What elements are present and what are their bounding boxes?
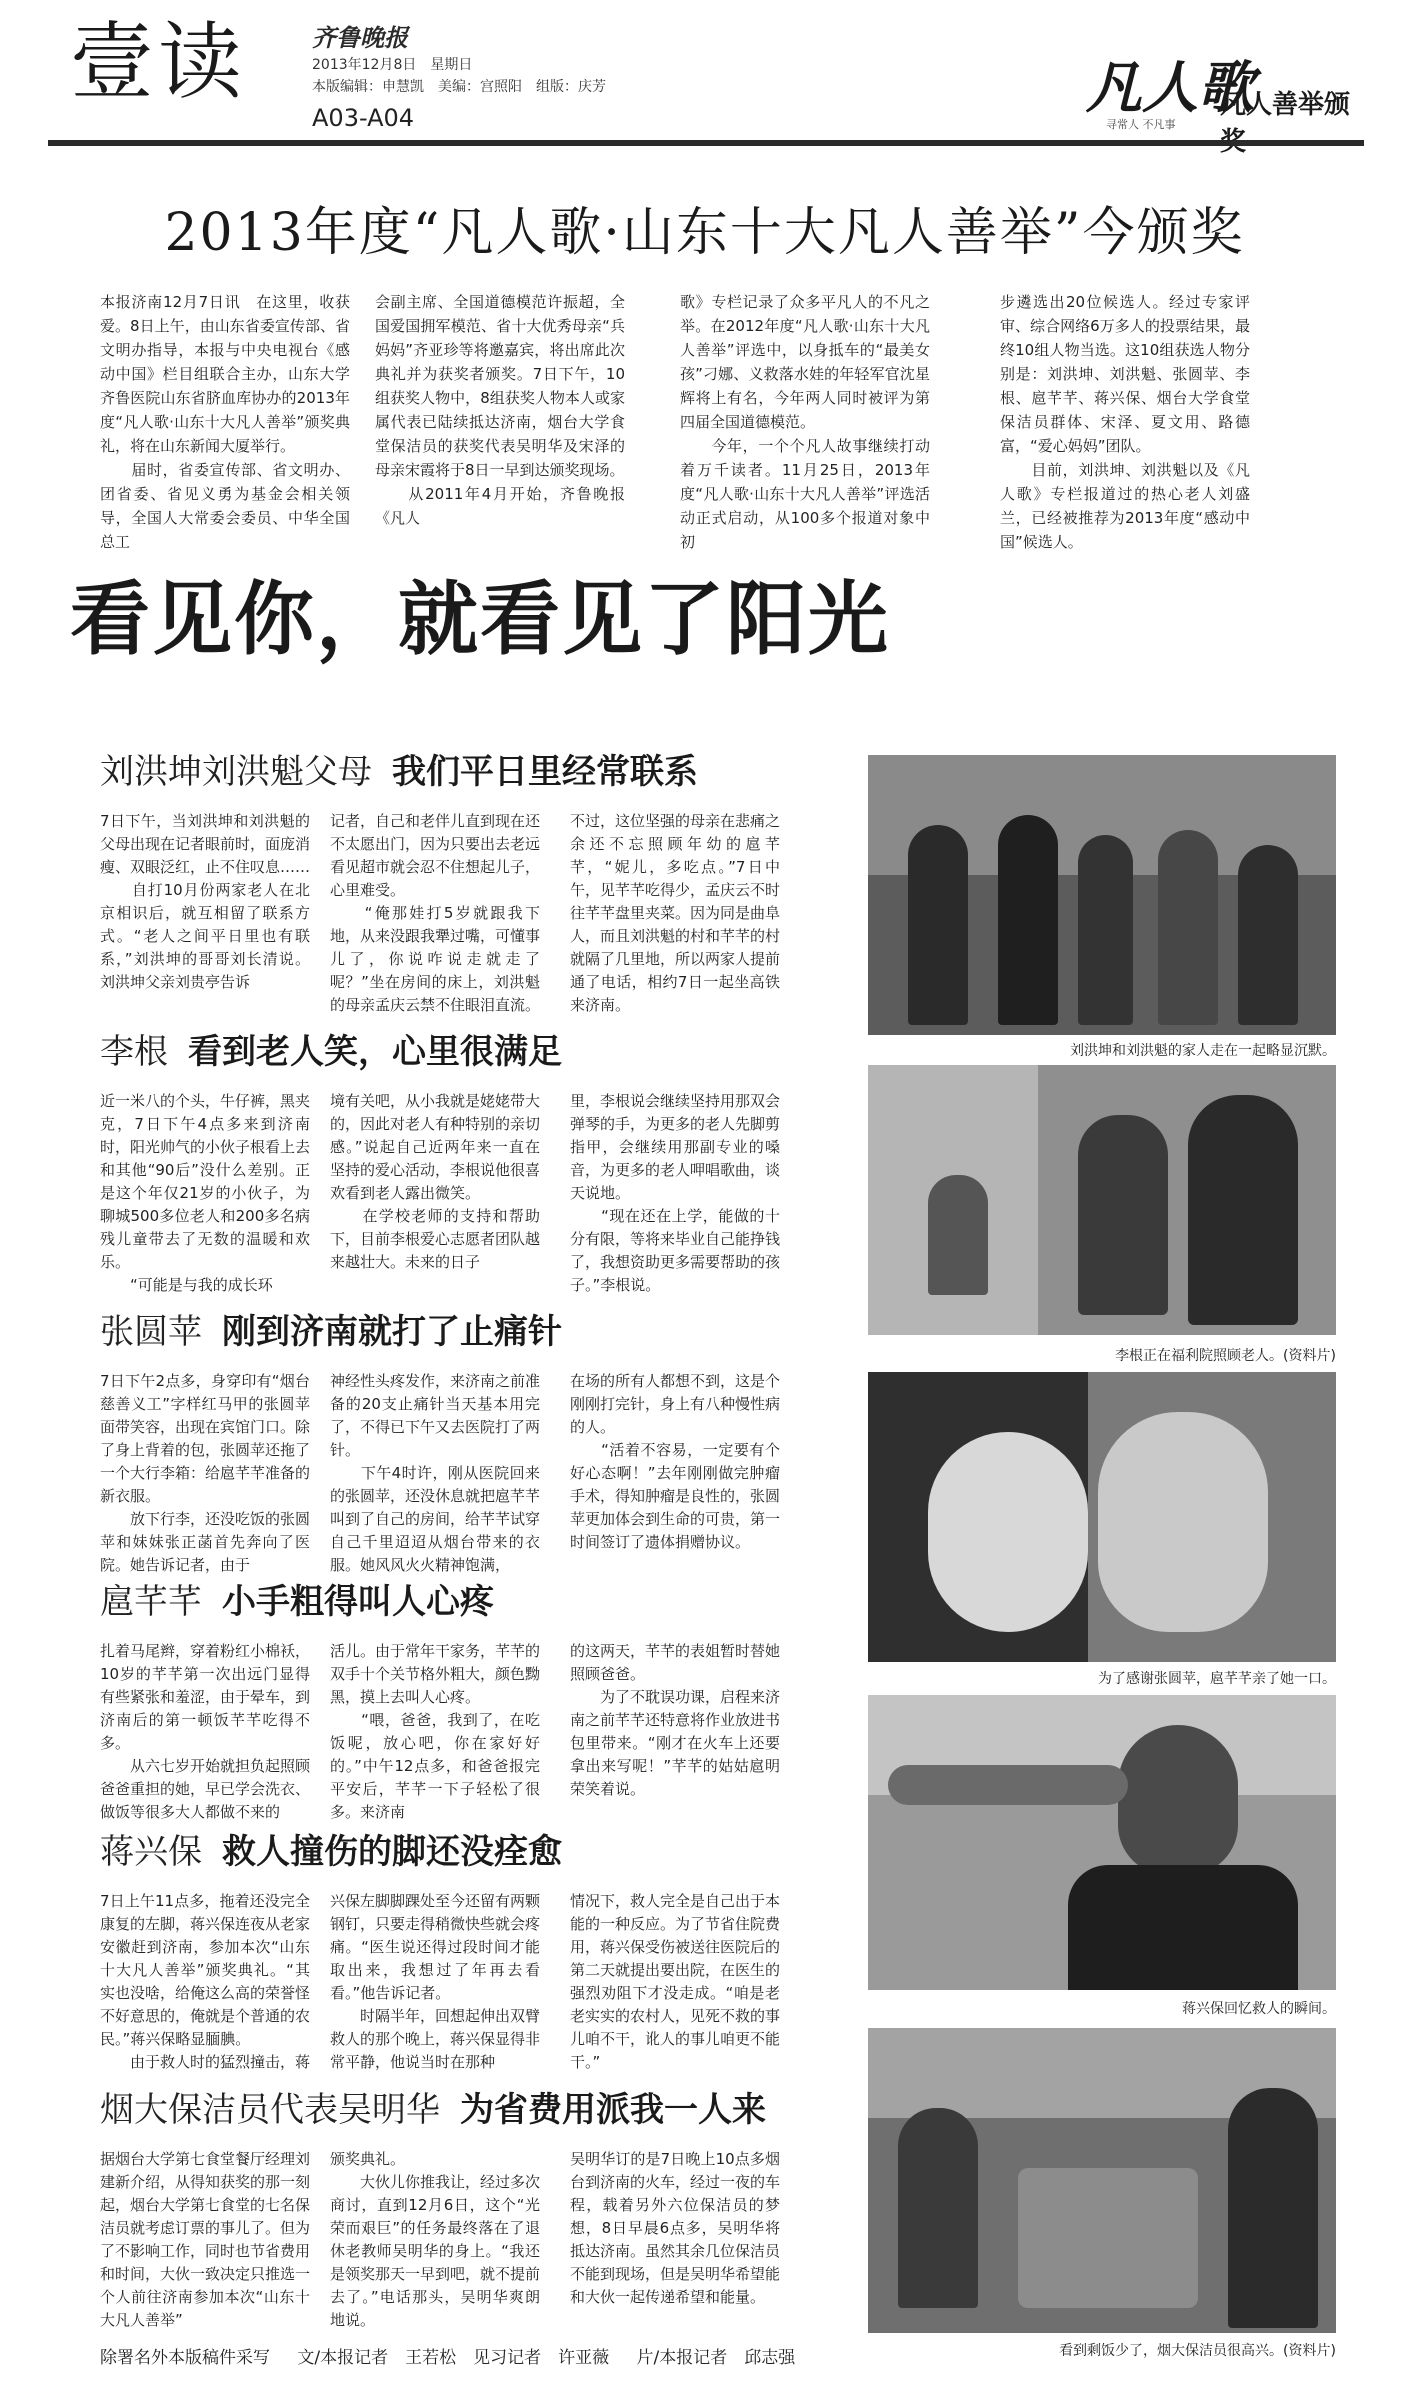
story-person: 烟大保洁员代表吴明华 (100, 2090, 440, 2130)
photo-jiang-xingbao (868, 1695, 1336, 1990)
story-title: 为省费用派我一人来 (460, 2090, 766, 2130)
story-column: 神经性头疼发作，来济南之前准备的20支止痛针当天基本用完了，不得已下午又去医院打了两针。 下午4时许，刚从医院回来的张圆苹，还没休息就把扈芊芊叫到了自己的房间，给芊芊试穿自己千里迢迢从烟台带来的衣服。她风风火火精神饱满， (330, 1372, 541, 1574)
logo-right-label: 凡人善举颁 (1220, 90, 1351, 120)
story-title: 看到老人笑，心里很满足 (188, 1032, 562, 1072)
photo-caption: 蒋兴保回忆救人的瞬间。 (1182, 2001, 1336, 2017)
story-heading (100, 1312, 562, 1352)
newspaper-brand: 齐鲁晚报 (312, 23, 408, 52)
story-title: 救人撞伤的脚还没痊愈 (222, 1832, 562, 1872)
editors-line: 本版编辑：申慧凯 美编：宫照阳 组版：庆芳 (312, 79, 606, 95)
story-column: 扎着马尾辫，穿着粉红小棉袄，10岁的芊芊第一次出远门显得有些紧张和羞涩，由于晕车，到济南后的第一顿饭芊芊吃得不多。 从六七岁开始就担负起照顾爸爸重担的她，早已学会洗衣、做饭等很多大人都做不来的 (100, 1642, 311, 1821)
photo-li-gen (868, 1065, 1336, 1335)
story-column: 在场的所有人都想不到，这是个刚刚打完针，身上有八种慢性病的人。 “活着不容易，一定要有个好心态啊！”去年刚刚做完肿瘤手术，得知肿瘤是良性的，张圆苹更加体会到生命的可贵，第一时间签订了遗体捐赠协议。 (570, 1372, 781, 1551)
page-range: A03-A04 (312, 104, 415, 132)
photo-caption: 刘洪坤和刘洪魁的家人走在一起略显沉默。 (1070, 1043, 1336, 1059)
intro-column-2: 会副主席、全国道德模范许振超，全国爱国拥军模范、省十大优秀母亲“兵妈妈”齐亚珍等将邀嘉宾，将出席此次典礼并为获奖者颁奖。7日下午，10组获奖人物中，8组获奖人物本人或家属代表已陆续抵达济南，烟台大学食堂保洁员的获奖代表吴明华及宋泽的母亲宋霞将于8日一早到达颁奖现场。 从2011年4月开始，齐鲁晚报《凡人 (375, 293, 625, 527)
photo-caption: 李根正在福利院照顾老人。(资料片) (1115, 1348, 1336, 1364)
story-person: 刘洪坤刘洪魁父母 (100, 752, 372, 792)
story-column: 情况下，救人完全是自己出于本能的一种反应。为了节省住院费用，蒋兴保受伤被送往医院后的第二天就提出要出院，在医生的强烈劝阻下才没走成。“咱是老老实实的农村人，见死不救的事儿咱不干，讹人的事儿咱更不能干。” (570, 1892, 781, 2071)
story-person: 扈芊芊 (100, 1582, 202, 1622)
headline-award: 2013年度“凡人歌·山东十大凡人善举”今颁奖 (164, 203, 1245, 263)
story-column: 境有关吧，从小我就是姥姥带大的，因此对老人有种特别的亲切感。”说起自己近两年来一直在坚持的爱心活动，李根说他很喜欢看到老人露出微笑。 在学校老师的支持和帮助下，目前李根爱心志愿者团队越来越壮大。未来的日子 (330, 1092, 541, 1271)
story-column: 的这两天，芊芊的表姐暂时替她照顾爸爸。 为了不耽误功课，启程来济南之前芊芊还特意将作业放进书包里带来。“刚才在火车上还要拿出来写呢！”芊芊的姑姑扈明荣笑着说。 (570, 1642, 781, 1798)
story-heading (100, 1832, 562, 1872)
logo-subtitle: 寻常人 不凡事 (1106, 118, 1176, 131)
story-person: 李根 (100, 1032, 168, 1072)
story-column: 兴保左脚脚踝处至今还留有两颗钢钉，只要走得稍微快些就会疼痛。“医生说还得过段时间才能取出来，我想过了年再去看看。”他告诉记者。 时隔半年，回想起伸出双臂救人的那个晚上，蒋兴保显得非常平静，他说当时在那种 (330, 1892, 541, 2071)
intro-column-4: 步遴选出20位候选人。经过专家评审、综合网络6万多人的投票结果，最终10组人物当选。这10组获选人物分别是：刘洪坤、刘洪魁、张圆苹、李根、扈芊芊、蒋兴保、烟台大学食堂保洁员群体、宋泽、夏文用、路德富，“爱心妈妈”团队。 目前，刘洪坤、刘洪魁以及《凡人歌》专栏报道过的热心老人刘盛兰，已经被推荐为2013年度“感动中国”候选人。 (1000, 293, 1250, 551)
story-title: 我们平日里经常联系 (392, 752, 698, 792)
credits-footer (100, 2343, 817, 2368)
story-column: 7日下午2点多，身穿印有“烟台慈善义工”字样红马甲的张圆苹面带笑容，出现在宾馆门口。除了身上背着的包，张圆苹还拖了一个大行李箱：给扈芊芊准备的新衣服。 放下行李，还没吃饭的张圆苹和妹妹张正菡首先奔向了医院。她告诉记者，由于 (100, 1372, 311, 1574)
masthead-rule (48, 140, 1364, 146)
story-column: 里，李根说会继续坚持用那双会弹琴的手，为更多的老人先脚剪指甲，会继续用那副专业的嗓音，为更多的老人呷唱歌曲，谈天说地。 “现在还在上学，能做的十分有限，等将来毕业自己能挣钱了，我想资助更多需要帮助的孩子。”李根说。 (570, 1092, 781, 1294)
date-line: 2013年12月8日 星期日 (312, 57, 473, 73)
story-column: 7日下午，当刘洪坤和刘洪魁的父母出现在记者眼前时，面庞消瘦、双眼泛红，止不住叹息…… 自打10月份两家老人在北京相识后，就互相留了联系方式。“老人之间平日里也有联系，”刘洪坤的哥哥刘长清说。刘洪坤父亲刘贵亭告诉 (100, 812, 311, 991)
story-heading (100, 1582, 494, 1622)
intro-column-1: 本报济南12月7日讯 在这里，收获爱。8日上午，由山东省委宣传部、省文明办指导，本报与中央电视台《感动中国》栏目组联合主办，山东大学齐鲁医院山东省脐血库协办的2013年度“凡人歌·山东十大凡人善举”颁奖典礼，将在山东新闻大厦举行。 届时，省委宣传部、省文明办、团省委、省见义勇为基金会相关领导，全国人大常委会委员、中华全国总工 (100, 293, 350, 551)
story-column: 记者，自己和老伴儿直到现在还不太愿出门，因为只要出去老远看见超市就会忍不住想起儿子，心里难受。 “俺那娃打5岁就跟我下地，从来没跟我犟过嘴，可懂事儿了，你说咋说走就走了呢？”坐在房间的床上，刘洪魁的母亲孟庆云禁不住眼泪直流。 (330, 812, 541, 1014)
story-title: 刚到济南就打了止痛针 (222, 1312, 562, 1352)
story-person: 蒋兴保 (100, 1832, 202, 1872)
photo-cleaners (868, 2028, 1336, 2333)
story-person: 张圆苹 (100, 1312, 202, 1352)
logo-main: 凡人歌 (1086, 55, 1254, 121)
photo-family-walking (868, 755, 1336, 1035)
story-heading (100, 752, 698, 792)
credits-note: 除署名外本版稿件采写 (100, 2348, 270, 2368)
column-logo (1086, 55, 1366, 144)
credits-writers: 文/本报记者 王若松 见习记者 许亚薇 (297, 2348, 610, 2368)
story-column: 活儿。由于常年干家务，芊芊的双手十个关节格外粗大，颜色黝黑，摸上去叫人心疼。 “喂，爸爸，我到了，在吃饭呢，放心吧，你在家好好的。”中午12点多，和爸爸报完平安后，芊芊一下子轻松了很多。来济南 (330, 1642, 541, 1821)
photo-kiss (868, 1372, 1336, 1662)
photo-caption: 为了感谢张圆苹，扈芊芊亲了她一口。 (1098, 1671, 1336, 1687)
story-column: 颁奖典礼。 大伙儿你推我让，经过多次商讨，直到12月6日，这个“光荣而艰巨”的任务最终落在了退休老教师吴明华的身上。“我还是领奖那天一早到吧，就不提前去了。”电话那头，吴明华爽朗地说。 (330, 2150, 541, 2329)
story-column: 不过，这位坚强的母亲在悲痛之余还不忘照顾年幼的扈芊芊，“妮儿，多吃点。”7日中午，见芊芊吃得少，孟庆云不时往芊芊盘里夹菜。因为同是曲阜人，而且刘洪魁的村和芊芊的村就隔了几里地，所以两家人提前通了电话，相约7日一起坐高铁来济南。 (570, 812, 781, 1014)
credits-photo: 片/本报记者 邱志强 (636, 2348, 796, 2368)
story-column: 吴明华订的是7日晚上10点多烟台到济南的火车，经过一夜的车程，载着另外六位保洁员的梦想，8日早晨6点多，吴明华将抵达济南。虽然其余几位保洁员不能到现场，但是吴明华希望能和大伙一起传递希望和能量。 (570, 2150, 781, 2306)
main-headline: 看见你，就看见了阳光 (70, 573, 890, 666)
story-heading (100, 1032, 562, 1072)
story-heading (100, 2090, 766, 2130)
story-column: 近一米八的个头，牛仔裤，黑夹克，7日下午4点多来到济南时，阳光帅气的小伙子根看上去和其他“90后”没什么差别。正是这个年仅21岁的小伙子，为聊城500多位老人和200多名病残儿童带去了无数的温暖和欢乐。 “可能是与我的成长环 (100, 1092, 311, 1294)
intro-column-3: 歌》专栏记录了众多平凡人的不凡之举。在2012年度“凡人歌·山东十大凡人善举”评选中，以身抵车的“最美女孩”刁娜、义救落水娃的年轻军官沈星辉将上有名，今年两人同时被评为第四届全国道德模范。 今年，一个个凡人故事继续打动着万千读者。11月25日，2013年度“凡人歌·山东十大凡人善举”评选活动正式启动，从100多个报道对象中初 (680, 293, 930, 551)
story-column: 7日上午11点多，拖着还没完全康复的左脚，蒋兴保连夜从老家安徽赶到济南，参加本次“山东十大凡人善举”颁奖典礼。“其实也没啥，给俺这么高的荣誉怪不好意思的，俺就是个普通的农民。”蒋兴保略显腼腆。 由于救人时的猛烈撞击，蒋 (100, 1892, 311, 2071)
story-column: 据烟台大学第七食堂餐厅经理刘建新介绍，从得知获奖的那一刻起，烟台大学第七食堂的七名保洁员就考虑订票的事儿了。但为了不影响工作，同时也节省费用和时间，大伙一致决定只推选一个人前往济南参加本次“山东十大凡人善举” (100, 2150, 311, 2329)
section-title: 壹读 (70, 13, 247, 111)
story-title: 小手粗得叫人心疼 (222, 1582, 494, 1622)
photo-caption: 看到剩饭少了，烟大保洁员很高兴。(资料片) (1059, 2343, 1336, 2359)
